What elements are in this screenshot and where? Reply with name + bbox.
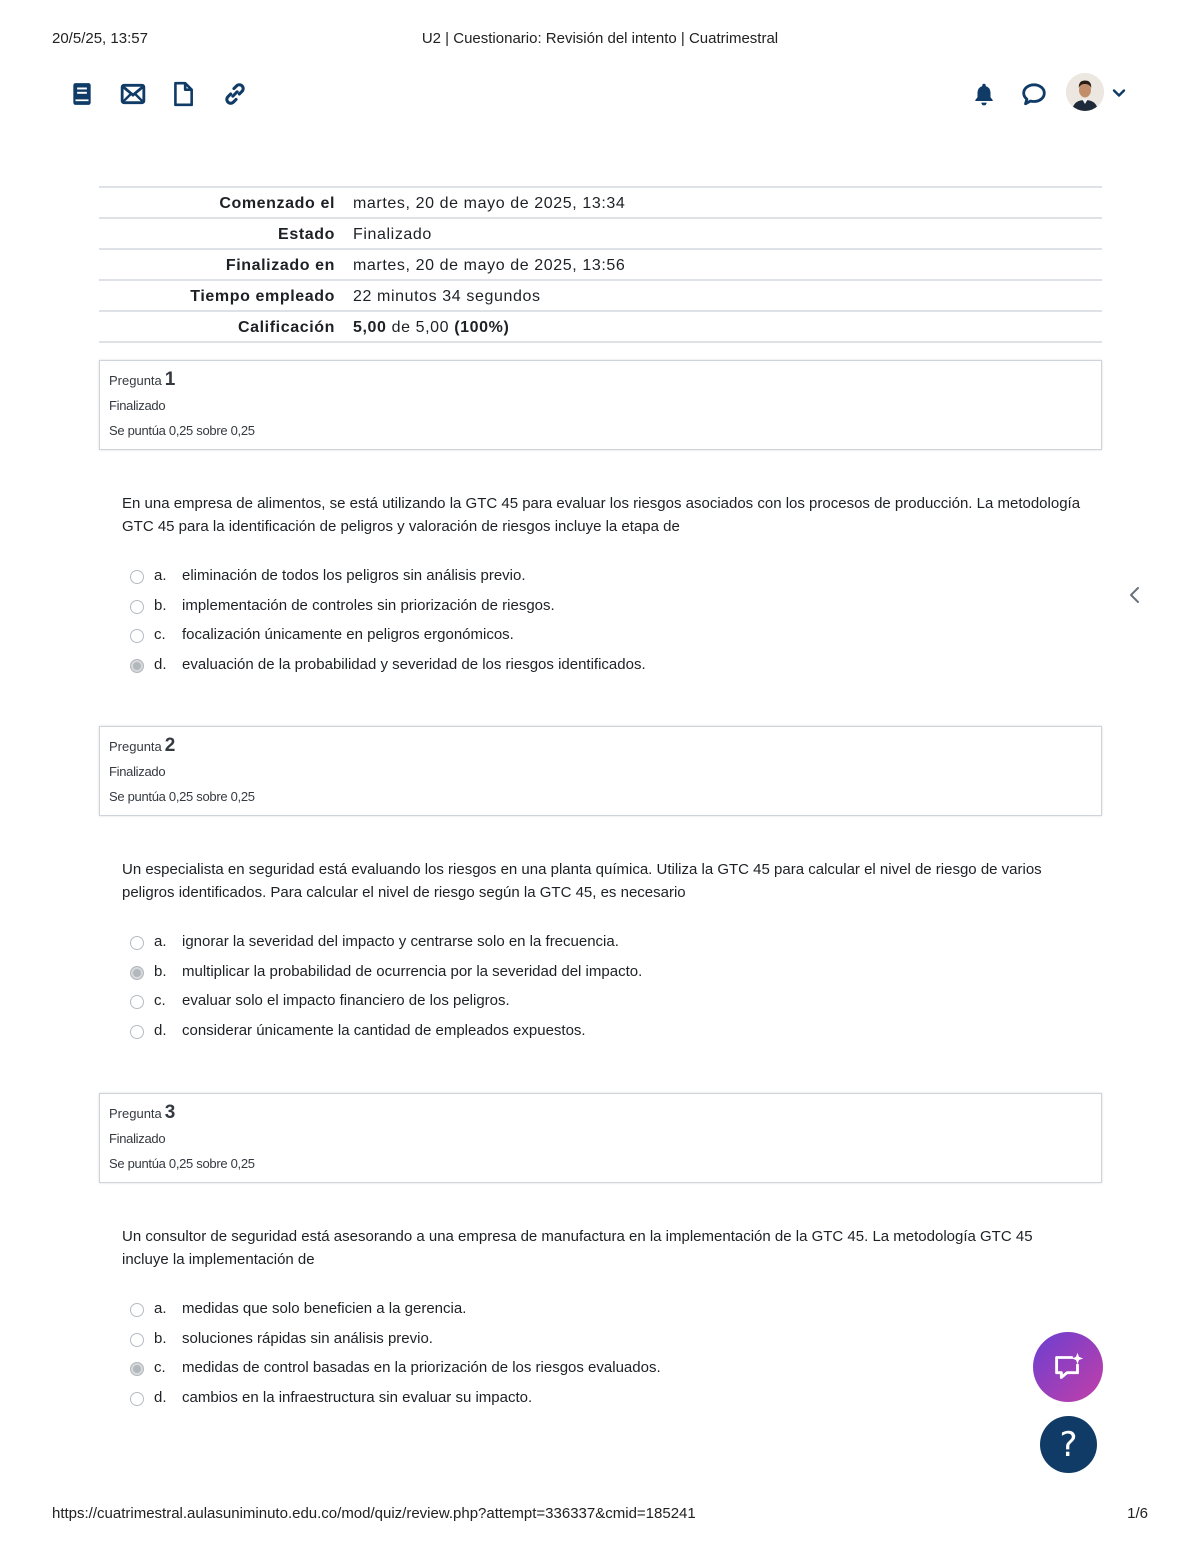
answer-option[interactable]: a. medidas que solo beneficien a la gerencia. (130, 1300, 1070, 1330)
print-url: https://cuatrimestral.aulasuniminuto.edu.co/mod/quiz/review.php?attempt=336337&cmid=185241 (52, 1505, 696, 1522)
answer-option[interactable]: c. medidas de control basadas en la priorización de los riesgos evaluados. (130, 1359, 1070, 1389)
navbar (0, 72, 1200, 116)
radio-button-checked[interactable] (130, 659, 144, 673)
radio-button[interactable] (130, 1303, 144, 1317)
summary-label: Finalizado en (225, 257, 335, 274)
question-grade: Se puntúa 0,25 sobre 0,25 (109, 1156, 255, 1171)
print-date: 20/5/25, 13:57 (52, 30, 148, 47)
chat-bubble-icon[interactable] (1018, 78, 1050, 110)
page-number: 1/6 (1127, 1505, 1148, 1522)
answer-option[interactable]: a. ignorar la severidad del impacto y centrarse solo en la frecuencia. (130, 933, 1070, 963)
summary-value: 22 minutos 34 segundos (353, 288, 541, 305)
answer-option[interactable]: b. soluciones rápidas sin análisis previo. (130, 1330, 1070, 1360)
summary-row (99, 249, 1102, 280)
question-number: Pregunta 2 (109, 735, 176, 756)
summary-value: martes, 20 de mayo de 2025, 13:56 (353, 257, 626, 274)
chat-sparkle-icon (1049, 1348, 1087, 1386)
question-state: Finalizado (109, 764, 166, 779)
answer-option[interactable]: c. evaluar solo el impacto financiero de los peligros. (130, 992, 1070, 1022)
help-button[interactable]: ? (1040, 1416, 1097, 1473)
summary-label: Comenzado el (219, 195, 335, 212)
summary-label: Tiempo empleado (190, 288, 335, 305)
question-number: Pregunta 3 (109, 1102, 176, 1123)
question-info (99, 1093, 1102, 1183)
chevron-left-icon[interactable] (1124, 582, 1146, 608)
grade-score: 5,00 (353, 319, 387, 336)
radio-button[interactable] (130, 1025, 144, 1039)
radio-button[interactable] (130, 600, 144, 614)
question-grade: Se puntúa 0,25 sobre 0,25 (109, 423, 255, 438)
chat-assistant-button[interactable] (1033, 1332, 1103, 1402)
summary-value: martes, 20 de mayo de 2025, 13:34 (353, 195, 626, 212)
summary-value: Finalizado (353, 226, 432, 243)
bell-icon[interactable] (968, 78, 1000, 110)
answer-option[interactable]: b. multiplicar la probabilidad de ocurrencia por la severidad del impacto. (130, 963, 1070, 993)
question-info (99, 360, 1102, 450)
question-state: Finalizado (109, 1131, 166, 1146)
question-number: Pregunta 1 (109, 369, 176, 390)
radio-button[interactable] (130, 629, 144, 643)
question-info (99, 726, 1102, 816)
summary-row (99, 280, 1102, 311)
answer-option[interactable]: b. implementación de controles sin priorización de riesgos. (130, 597, 1070, 627)
question-text: Un especialista en seguridad está evaluando los riesgos en una planta química. Utiliza la GTC 45 para calcular el nivel de riesgo de varios peligros identificados. Para calcular el nivel de riesgo según la GTC 45, es necesario (122, 861, 1042, 901)
radio-button-checked[interactable] (130, 1362, 144, 1376)
answer-option[interactable]: d. cambios en la infraestructura sin evaluar su impacto. (130, 1389, 1070, 1419)
radio-button[interactable] (130, 1392, 144, 1406)
answer-option[interactable]: d. evaluación de la probabilidad y severidad de los riesgos identificados. (130, 656, 1070, 686)
question-grade: Se puntúa 0,25 sobre 0,25 (109, 789, 255, 804)
summary-row-grade (99, 311, 1102, 342)
radio-button[interactable] (130, 1333, 144, 1347)
chevron-down-icon[interactable] (1110, 84, 1128, 102)
summary-label: Calificación (237, 319, 335, 336)
radio-button[interactable] (130, 995, 144, 1009)
link-icon[interactable] (219, 78, 251, 110)
grade-value (353, 311, 1102, 342)
attempt-summary-table (99, 186, 1102, 343)
print-footer (52, 1505, 1148, 1525)
answer-option[interactable]: a. eliminación de todos los peligros sin análisis previo. (130, 567, 1070, 597)
answer-option[interactable]: c. focalización únicamente en peligros ergonómicos. (130, 626, 1070, 656)
question-text: Un consultor de seguridad está asesorando a una empresa de manufactura en la implementación de la GTC 45. La metodología GTC 45 incluye la implementación de (122, 1228, 1033, 1268)
question-text: En una empresa de alimentos, se está utilizando la GTC 45 para evaluar los riesgos asociados con los procesos de producción. La metodología GTC 45 para la identificación de peligros y valoración de riesgos incluye la etapa de (122, 495, 1081, 535)
answer-list (130, 567, 1070, 685)
question-state: Finalizado (109, 398, 166, 413)
answer-option[interactable]: d. considerar únicamente la cantidad de empleados expuestos. (130, 1022, 1070, 1052)
radio-button[interactable] (130, 936, 144, 950)
avatar[interactable] (1066, 73, 1104, 111)
answer-list (130, 1300, 1070, 1418)
summary-label: Estado (278, 226, 335, 243)
radio-button-checked[interactable] (130, 966, 144, 980)
summary-row (99, 218, 1102, 249)
book-icon[interactable] (66, 78, 98, 110)
document-icon[interactable] (167, 78, 199, 110)
grade-percent: (100%) (454, 319, 510, 336)
print-header (52, 30, 1148, 50)
answer-list (130, 933, 1070, 1051)
summary-row (99, 187, 1102, 218)
grade-of: de 5,00 (391, 319, 450, 336)
print-title: U2 | Cuestionario: Revisión del intento | Cuatrimestral (421, 30, 779, 47)
mail-icon[interactable] (117, 78, 149, 110)
radio-button[interactable] (130, 570, 144, 584)
